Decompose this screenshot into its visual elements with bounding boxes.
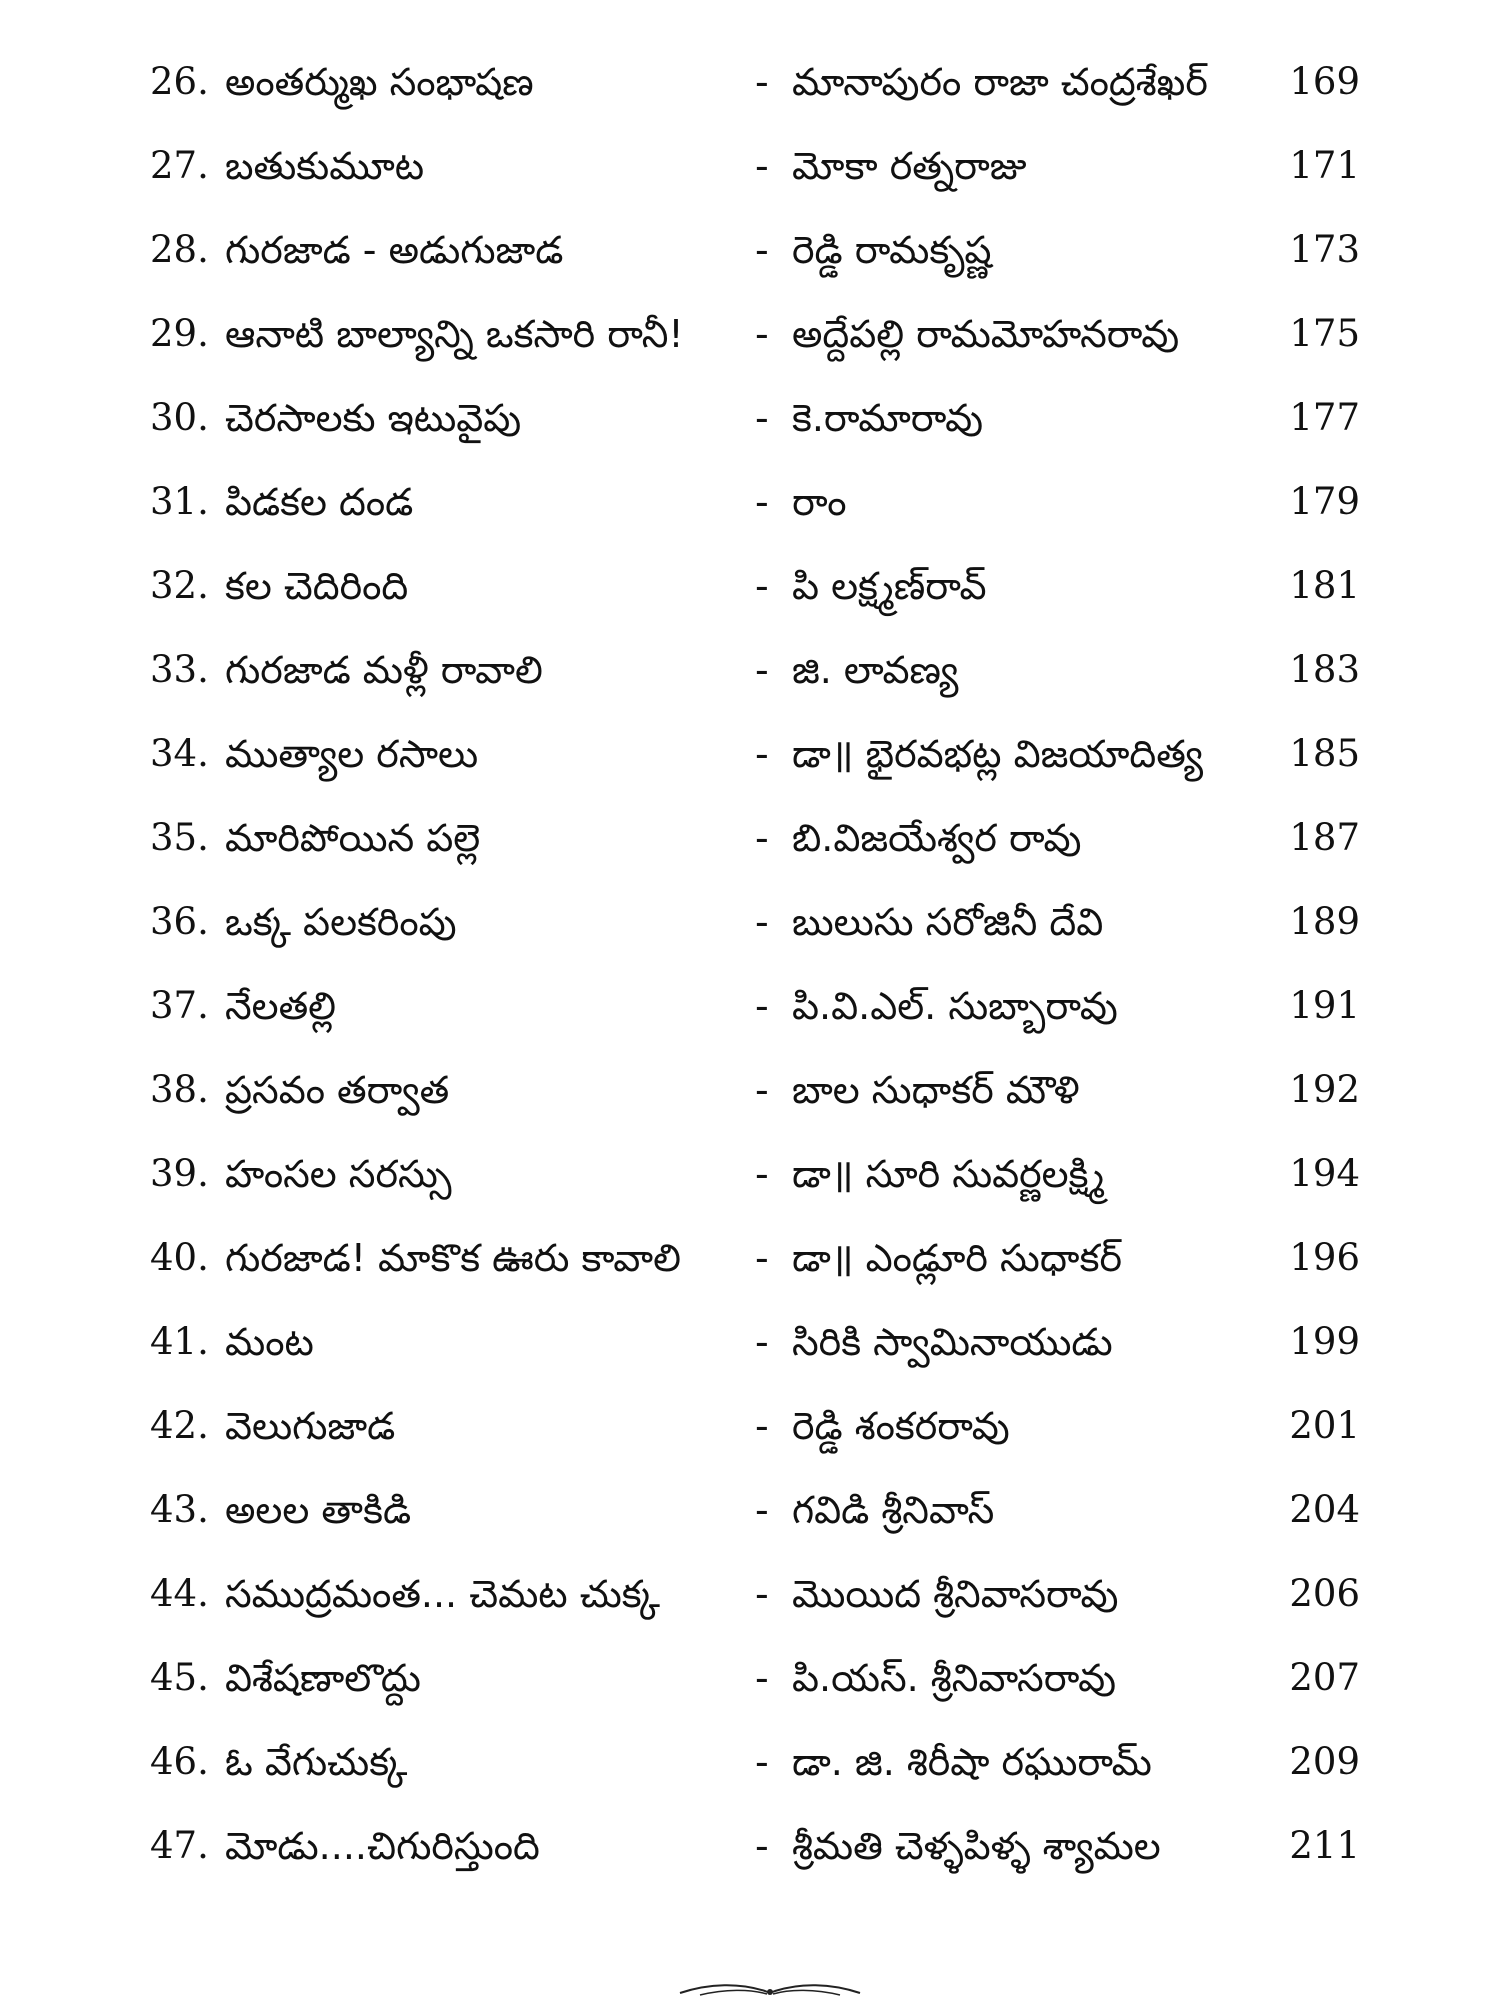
toc-entry [0,1468,1500,1552]
toc-entry [0,40,1500,124]
entry-dash: - [755,396,769,440]
entry-number: 41. [150,1320,209,1363]
entry-dash: - [755,1068,769,1112]
entry-dash: - [755,564,769,608]
entry-page-number: 169 [1289,60,1360,103]
entry-author: గవిడి శ్రీనివాస్ [792,1488,995,1532]
toc-entry [0,712,1500,796]
entry-page-number: 207 [1289,1656,1360,1699]
entry-dash: - [755,60,769,104]
entry-number: 38. [150,1068,209,1111]
entry-page-number: 204 [1289,1488,1360,1531]
entry-number: 32. [150,564,209,607]
entry-author: మొయిద శ్రీనివాసరావు [792,1572,1119,1616]
entry-author: బి.విజయేశ్వర రావు [792,816,1082,860]
toc-entry [0,292,1500,376]
entry-author: బాల సుధాకర్ మౌళి [792,1068,1080,1112]
entry-dash: - [755,480,769,524]
entry-number: 27. [150,144,209,187]
entry-title: అలల తాకిడి [225,1488,412,1532]
entry-author: అద్దేపల్లి రామమోహనరావు [792,312,1180,356]
entry-number: 30. [150,396,209,439]
table-of-contents [0,40,1500,1888]
entry-author: రెడ్డి రామకృష్ణ [792,228,992,272]
entry-number: 37. [150,984,209,1027]
toc-entry [0,1048,1500,1132]
entry-dash: - [755,1152,769,1196]
entry-page-number: 187 [1289,816,1360,859]
entry-dash: - [755,900,769,944]
entry-page-number: 179 [1289,480,1360,523]
entry-title: మారిపోయిన పల్లె [225,816,481,860]
toc-entry [0,1300,1500,1384]
entry-title: పిడకల దండ [225,480,414,524]
entry-title: మోడు....చిగురిస్తుంది [225,1824,540,1868]
entry-number: 42. [150,1404,209,1447]
entry-page-number: 209 [1289,1740,1360,1783]
entry-title: వెలుగుజాడ [225,1404,396,1448]
entry-author: డా. జి. శిరీషా రఘురామ్ [792,1740,1152,1784]
entry-author: పి లక్ష్మణ్‌రావ్ [792,564,987,608]
entry-number: 35. [150,816,209,859]
toc-entry [0,628,1500,712]
entry-title: గురజాడ! మాకొక ఊరు కావాలి [225,1236,681,1280]
entry-page-number: 173 [1289,228,1360,271]
entry-page-number: 175 [1289,312,1360,355]
entry-page-number: 185 [1289,732,1360,775]
toc-entry [0,796,1500,880]
entry-author: బులుసు సరోజినీ దేవి [792,900,1104,944]
entry-author: జి. లావణ్య [792,648,959,692]
entry-dash: - [755,228,769,272]
entry-dash: - [755,1572,769,1616]
entry-page-number: 201 [1289,1404,1360,1447]
entry-number: 28. [150,228,209,271]
entry-dash: - [755,1236,769,1280]
entry-title: విశేషణాలొద్దు [225,1656,421,1700]
toc-entry [0,1384,1500,1468]
entry-title: సముద్రమంత... చెమట చుక్క [225,1572,660,1616]
entry-title: హంసల సరస్సు [225,1152,452,1196]
entry-dash: - [755,1740,769,1784]
entry-number: 29. [150,312,209,355]
entry-dash: - [755,648,769,692]
toc-entry [0,1804,1500,1888]
entry-dash: - [755,1656,769,1700]
entry-page-number: 192 [1289,1068,1360,1111]
entry-author: కె.రామారావు [792,396,984,440]
entry-number: 45. [150,1656,209,1699]
toc-entry [0,124,1500,208]
entry-page-number: 189 [1289,900,1360,943]
entry-number: 33. [150,648,209,691]
entry-number: 44. [150,1572,209,1615]
entry-title: బతుకుమూట [225,144,425,188]
entry-number: 31. [150,480,209,523]
entry-dash: - [755,816,769,860]
entry-dash: - [755,984,769,1028]
entry-author: మోకా రత్నరాజు [792,144,1027,188]
toc-entry [0,544,1500,628]
entry-number: 26. [150,60,209,103]
entry-dash: - [755,1404,769,1448]
entry-title: కల చెదిరింది [225,564,409,608]
entry-dash: - [755,1824,769,1868]
entry-title: చెరసాలకు ఇటువైపు [225,396,522,440]
entry-number: 47. [150,1824,209,1867]
entry-number: 39. [150,1152,209,1195]
entry-title: నేలతల్లి [225,984,337,1028]
entry-author: పి.యస్. శ్రీనివాసరావు [792,1656,1117,1700]
entry-author: పి.వి.ఎల్. సుబ్బారావు [792,984,1118,1028]
entry-title: అంతర్ముఖ సంభాషణ [225,60,534,104]
entry-author: రాం [792,480,847,524]
toc-entry [0,964,1500,1048]
entry-page-number: 191 [1289,984,1360,1027]
ornament-divider [670,1975,870,2000]
entry-number: 40. [150,1236,209,1279]
entry-title: గురజాడ మళ్లీ రావాలి [225,648,543,692]
entry-title: ఓ వేగుచుక్క [225,1740,408,1784]
toc-entry [0,460,1500,544]
toc-entry [0,1552,1500,1636]
entry-title: గురజాడ - అడుగుజాడ [225,228,564,272]
entry-page-number: 194 [1289,1152,1360,1195]
entry-page-number: 199 [1289,1320,1360,1363]
toc-entry [0,1720,1500,1804]
entry-author: డా॥ ఎండ్లూరి సుధాకర్ [792,1236,1122,1280]
entry-author: మానాపురం రాజా చంద్రశేఖర్ [792,60,1208,104]
toc-entry [0,1216,1500,1300]
entry-title: ముత్యాల రసాలు [225,732,479,776]
entry-dash: - [755,732,769,776]
entry-author: డా॥ భైరవభట్ల విజయాదిత్య [792,732,1204,776]
entry-page-number: 181 [1289,564,1360,607]
entry-author: డా॥ సూరి సువర్ణలక్ష్మి [792,1152,1105,1196]
toc-entry [0,1132,1500,1216]
entry-page-number: 196 [1289,1236,1360,1279]
entry-number: 36. [150,900,209,943]
entry-number: 43. [150,1488,209,1531]
toc-entry [0,208,1500,292]
toc-entry [0,376,1500,460]
entry-page-number: 211 [1289,1824,1360,1867]
entry-dash: - [755,1320,769,1364]
entry-page-number: 171 [1289,144,1360,187]
toc-entry [0,1636,1500,1720]
entry-author: శ్రీమతి చెళ్ళపిళ్ళ శ్యామల [792,1824,1161,1868]
entry-number: 34. [150,732,209,775]
entry-title: ప్రసవం తర్వాత [225,1068,450,1112]
entry-title: ఆనాటి బాల్యాన్ని ఒకసారి రానీ! [225,312,684,356]
entry-title: మంట [225,1320,314,1364]
entry-dash: - [755,1488,769,1532]
entry-number: 46. [150,1740,209,1783]
entry-page-number: 177 [1289,396,1360,439]
entry-author: సిరికి స్వామినాయుడు [792,1320,1113,1364]
entry-title: ఒక్క పలకరింపు [225,900,457,944]
entry-author: రెడ్డి శంకరరావు [792,1404,1010,1448]
entry-dash: - [755,144,769,188]
toc-entry [0,880,1500,964]
entry-page-number: 206 [1289,1572,1360,1615]
entry-dash: - [755,312,769,356]
entry-page-number: 183 [1289,648,1360,691]
